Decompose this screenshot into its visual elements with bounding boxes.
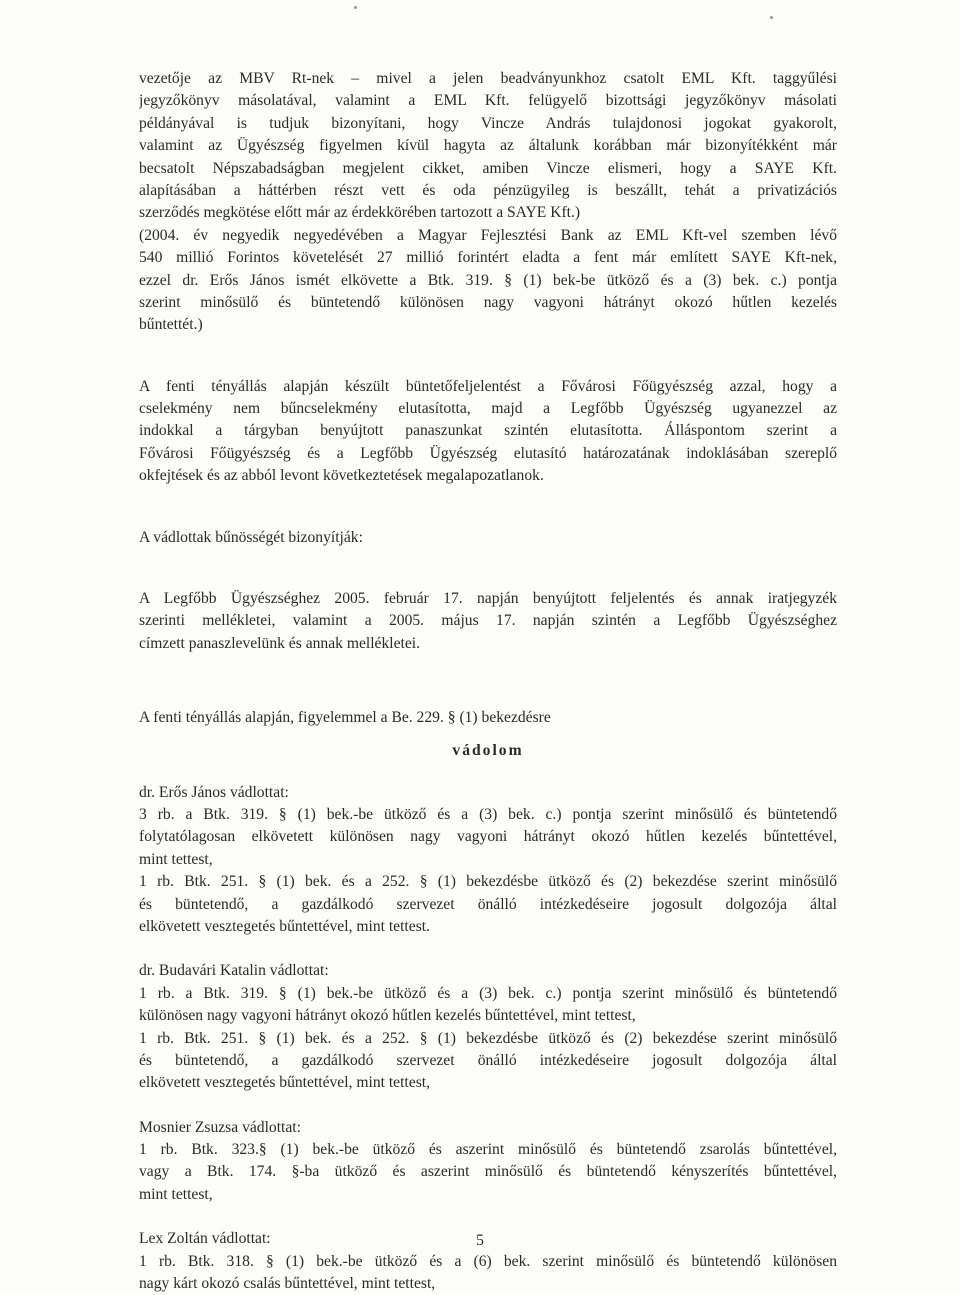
text-line: elkövetett vesztegetés bűntettével, mint tettest,: [139, 1074, 430, 1092]
text-line: 1 rb. Btk. 318. § (1) bek.-be ütköző és a (6) bek. szerint minősülő és büntetendő különösen: [139, 1252, 837, 1270]
text-line: bűntettét.): [139, 316, 203, 334]
section-heading: vádolom: [452, 741, 524, 759]
text-line: 3 rb. a Btk. 319. § (1) bek.-be ütköző és a (3) bek. c.) pontja szerint minősülő és büntetendő: [139, 805, 837, 823]
text-line: 1 rb. Btk. 251. § (1) bek. és a 252. § (1) bekezdésbe ütköző és (2) bekezdése szerint minősülő: [139, 1029, 837, 1047]
paragraph: [139, 225, 837, 337]
text-line: példányával is tudjuk bizonyítani, hogy Vincze András tulajdonosi jogokat gyakorolt,: [139, 114, 837, 132]
defendant-block: [139, 960, 837, 1094]
text-line: szerinti mellékletei, valamint a 2005. május 17. napján szintén a Legfőbb Ügyészséghez: [139, 612, 837, 630]
text-line: 1 rb. Btk. 251. § (1) bek. és a 252. § (1) bekezdésbe ütköző és (2) bekezdése szerint minősülő: [139, 873, 837, 891]
paragraph: [139, 588, 837, 655]
text-line: különösen nagy vagyoni hátrányt okozó hűtlen kezelés bűntettével, mint tettest,: [139, 1007, 636, 1025]
text-line: okfejtések és az abból levont következtetések megalapozatlanok.: [139, 467, 544, 485]
text-line: 540 millió Forintos követelését 27 millió forintért eladta a fent már említett SAYE Kft-nek,: [139, 249, 837, 267]
text-line: vezetője az MBV Rt-nek – mivel a jelen beadványunkhoz csatolt EML Kft. taggyűlési: [139, 70, 837, 87]
defendant-block: [139, 782, 837, 939]
text-line: vagy a Btk. 174. §-ba ütköző és aszerint minősülő és büntetendő kényszerítés bűntettével,: [139, 1163, 837, 1181]
text-line: A Legfőbb Ügyészséghez 2005. február 17. napján benyújtott feljelentés és annak iratjegyzék: [139, 590, 837, 608]
text-line: mint tettest,: [139, 850, 213, 868]
text-line: nagy kárt okozó csalás bűntettével, mint tettest,: [139, 1275, 436, 1293]
text-line: 1 rb. a Btk. 319. § (1) bek.-be ütköző és a (3) bek. c.) pontja szerint minősülő és büntetendő: [139, 984, 837, 1002]
text-line: indokkal a tárgyban benyújtott panaszunkat szintén elutasította. Álláspontom szerint a: [139, 422, 837, 440]
text-line: alapításában a háttérben részt vett és oda pénzügyileg is beszállt, tehát a privatizációs: [139, 181, 837, 199]
page-number: 5: [476, 1232, 484, 1249]
paragraph: [139, 68, 837, 225]
text-line: becsatolt Népszabadságban megjelent cikket, amiben Vincze elismeri, hogy a SAYE Kft.: [139, 159, 837, 177]
text-line: címzett panaszlevelünk és annak mellékletei.: [139, 634, 420, 652]
defendant-name: Lex Zoltán vádlottat:: [139, 1230, 271, 1248]
paragraph: [139, 376, 837, 488]
text-line: és büntetendő, a gazdálkodó szervezet önálló intézkedéseire jogosult dolgozója által: [139, 1051, 837, 1069]
text-line: ezzel dr. Erős János ismét elkövette a Btk. 319. § (1) bek-be ütköző és a (3) bek. c.) pontja: [139, 271, 837, 289]
text-line: Fővárosi Főügyészség és a Legfőbb Ügyészség elutasító határozatának indoklásában szereplő: [139, 444, 837, 462]
defendant-block: [139, 1117, 837, 1207]
document-body: [139, 68, 837, 1295]
scan-speck: [770, 16, 773, 19]
text-line: valamint az Ügyészség figyelmen kívül hagyta az általunk korábban már bizonyítékként már: [139, 137, 837, 155]
defendant-name: Mosnier Zsuzsa vádlottat:: [139, 1118, 301, 1136]
text-line: jegyzőkönyv másolatával, valamint a EML Kft. felügyelő bizottsági jegyzőkönyv másolati: [139, 92, 837, 110]
evidence-heading: A vádlottak bűnösségét bizonyítják:: [139, 528, 363, 546]
text-line: elkövetett vesztegetés bűntettével, mint tettest.: [139, 917, 430, 935]
text-line: A fenti tényállás alapján készült büntetőfeljelentést a Fővárosi Főügyészség azzal, hogy a: [139, 377, 837, 395]
scan-speck: [354, 6, 357, 9]
text-line: szerződés megkötése előtt már az érdekkörében tartozott a SAYE Kft.): [139, 204, 581, 222]
text-line: folytatólagosan elkövetett különösen nagy vagyoni hátrányt okozó hűtlen kezelés bűntettével,: [139, 828, 837, 846]
defendant-name: dr. Budavári Katalin vádlottat:: [139, 962, 329, 980]
text-line: mint tettest,: [139, 1185, 213, 1203]
text-line: 1 rb. Btk. 323.§ (1) bek.-be ütköző és aszerint minősülő és büntetendő zsarolás bűntettével,: [139, 1141, 837, 1159]
text-line: és büntetendő, a gazdálkodó szervezet önálló intézkedéseire jogosult dolgozója által: [139, 895, 837, 913]
text-line: A fenti tényállás alapján, figyelemmel a Be. 229. § (1) bekezdésre: [139, 709, 551, 727]
text-line: (2004. év negyedik negyedévében a Magyar Fejlesztési Bank az EML Kft-vel szemben lévő: [139, 226, 837, 244]
text-line: szerint minősülő és büntetendő különösen nagy vagyoni hátrányt okozó hűtlen kezelés: [139, 293, 837, 311]
text-line: cselekmény nem bűncselekmény elutasította, majd a Legfőbb Ügyészség ugyanezzel az: [139, 400, 837, 418]
defendant-name: dr. Erős János vádlottat:: [139, 783, 289, 801]
